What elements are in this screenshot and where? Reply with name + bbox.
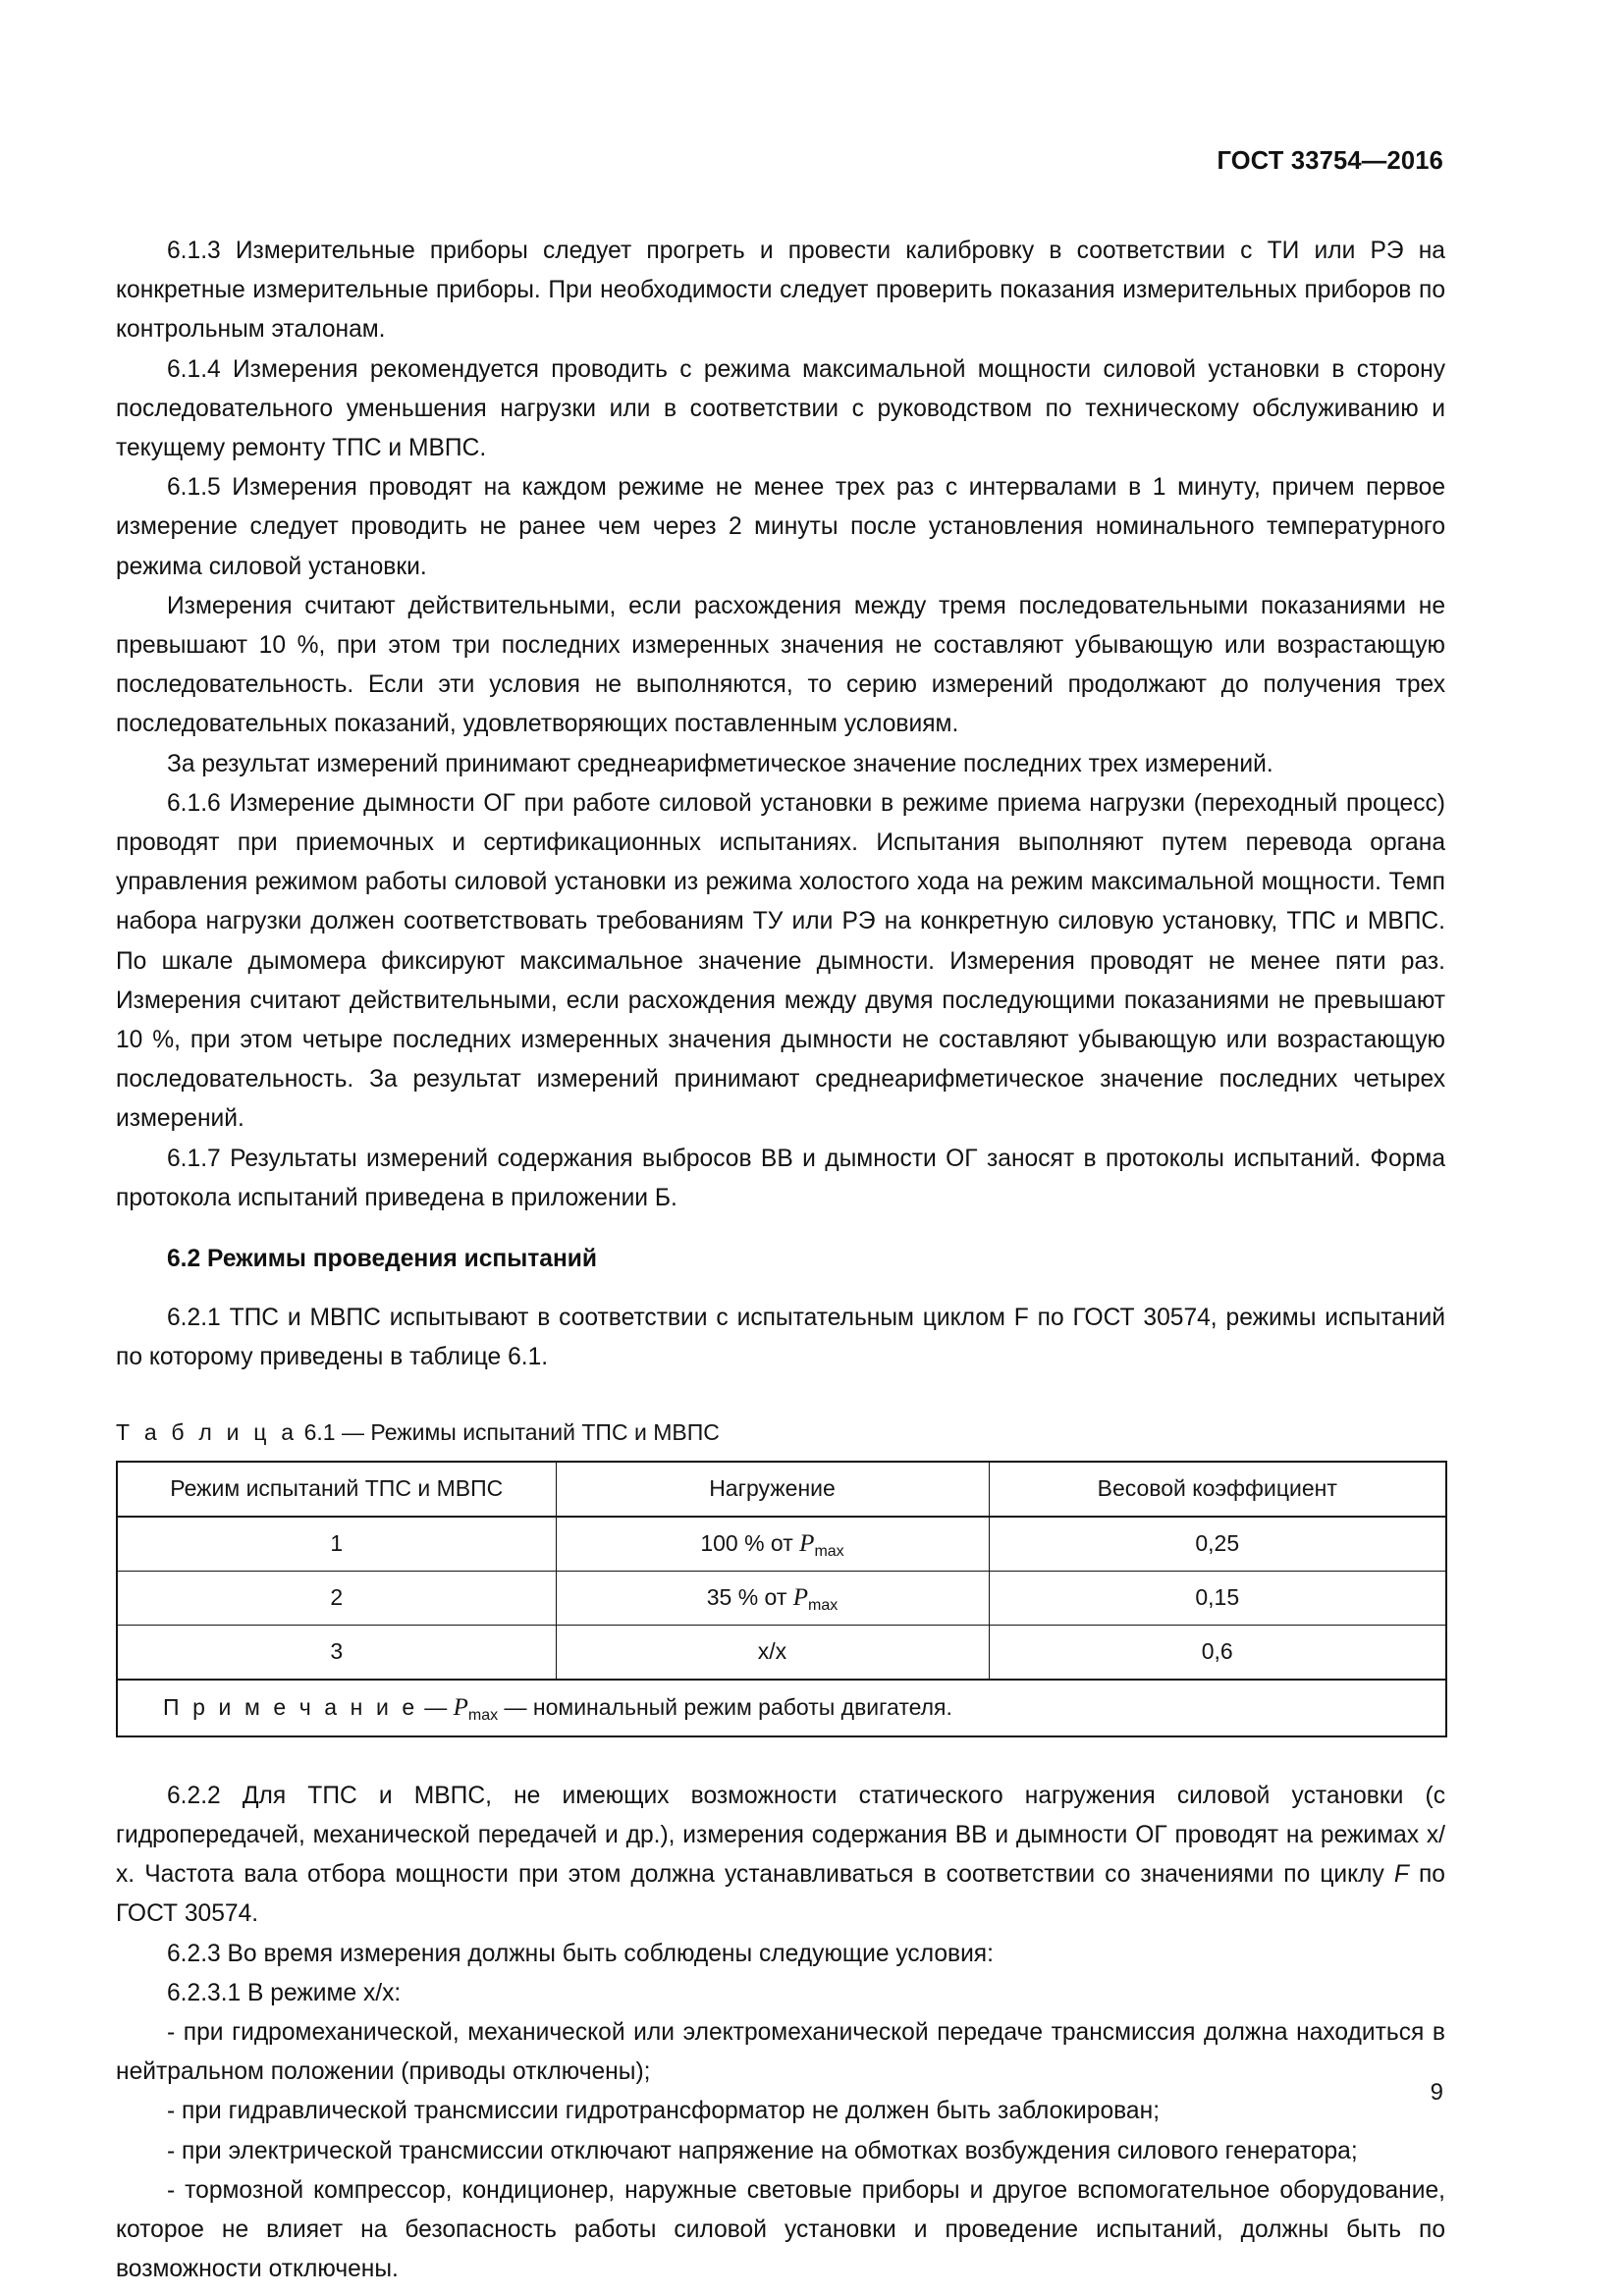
table-row	[117, 1571, 1446, 1625]
paragraph-6-2-2	[116, 1777, 1445, 1935]
paragraph-6-1-4: 6.1.4 Измерения рекомендуется проводить с режима максимальной мощности силовой установки в сторону последовательного уменьшения нагрузки или в соответствии с руководством по техническому обслуживанию и текущему ремонту ТПС и МВПС.	[116, 355, 1445, 462]
paragraph-6-1-3: 6.1.3 Измерительные приборы следует прогреть и провести калибровку в соответствии с ТИ или РЭ на конкретные измерительные приборы. При необходимости следует проверить показания измерительных приборов по контрольным эталонам.	[116, 238, 1445, 344]
bullet-item-4: - тормозной компрессор, кондиционер, наружные световые приборы и другое вспомогательное оборудование, которое не влияет на безопасность работы силовой установки и проведение испытаний, должны быть по возможности отключены.	[116, 2176, 1445, 2283]
cell-weight: 0,15	[989, 1571, 1446, 1625]
paragraph-6-2-3-1: 6.2.3.1 В режиме х/х:	[167, 1979, 402, 2006]
load-variable: $P_{max}$	[799, 1529, 844, 1560]
cell-mode: 2	[117, 1571, 556, 1625]
spacer	[116, 1279, 1445, 1299]
note-label: П р и м е ч а н и е	[163, 1693, 418, 1720]
table-caption-title: Режимы испытаний ТПС и МВПС	[370, 1418, 720, 1445]
paragraph-6-1-6: 6.1.6 Измерение дымности ОГ при работе силовой установки в режиме приема нагрузки (переходный процесс) проводят при приемочных и сертификационных испытаниях. Испытания выполняют путем перевода органа управления режимом работы силовой установки из режима холостого хода на режим максимальной мощности. Темп набора нагрузки должен соответствовать требованиям ТУ или РЭ на конкретную силовую установку, ТПС и МВПС. По шкале дымомера фиксируют максимальное значение дымности. Измерения проводят не менее пяти раз. Измерения считают действительными, если расхождения между двумя последующими показаниями не превышают 10 %, при этом четыре последних измеренных значения дымности не составляют убывающую или возрастающую последовательность. За результат измерений принимают среднеарифметическое значение последних четырех измерений.	[116, 789, 1445, 1133]
paragraph-6-2-2-part1: 6.2.2 Для ТПС и МВПС, не имеющих возможности статического нагружения силовой установки (с гидропередачей, механической передачей и др.), измерения содержания ВВ и дымности ОГ проводят на режимах х/х. Частота вала отбора мощности при этом должна устанавливаться в соответствии со значениями по циклу	[116, 1782, 1445, 1889]
table-header-mode: Режим испытаний ТПС и МВПС	[117, 1462, 556, 1517]
spacer	[116, 1378, 1445, 1415]
cell-weight: 0,25	[989, 1517, 1446, 1572]
bullet-item-3: - при электрической трансмиссии отключают напряжение на обмотках возбуждения силового генератора;	[167, 2137, 1358, 2164]
cycle-symbol: F	[1393, 1861, 1409, 1889]
note-dash-2: —	[504, 1693, 527, 1720]
table-row	[117, 1625, 1446, 1680]
spacer	[116, 1218, 1445, 1240]
table-header-weight: Весовой коэффициент	[989, 1462, 1446, 1517]
document-body	[116, 232, 1445, 2289]
cell-load	[556, 1625, 989, 1680]
paragraph-6-2-2-part2: по ГОСТ 30574.	[116, 1861, 1445, 1928]
cell-load	[556, 1517, 989, 1572]
paragraph-6-2-3: 6.2.3 Во время измерения должны быть соблюдены следующие условия:	[167, 1940, 994, 1967]
standard-id: ГОСТ 33754—2016	[1217, 147, 1443, 175]
table-note	[117, 1680, 1446, 1736]
load-prefix: х/х	[757, 1637, 787, 1664]
modes-table	[116, 1461, 1447, 1737]
cell-mode: 3	[117, 1625, 556, 1680]
spacer	[116, 1737, 1445, 1777]
table-note-row	[117, 1680, 1446, 1736]
table-caption-dash: —	[341, 1418, 364, 1445]
table-caption-label: Т а б л и ц а	[116, 1418, 298, 1445]
table-row	[117, 1517, 1446, 1572]
page-header	[116, 147, 1443, 176]
note-dash-1: —	[424, 1693, 448, 1720]
table-header-load: Нагружение	[556, 1462, 989, 1517]
page-number: 9	[1430, 2079, 1443, 2106]
paragraph-6-2-1: 6.2.1 ТПС и МВПС испытывают в соответствии с испытательным циклом F по ГОСТ 30574, режимы испытаний по которому приведены в таблице 6.1.	[116, 1305, 1445, 1371]
paragraph-6-1-7: 6.1.7 Результаты измерений содержания выбросов ВВ и дымности ОГ заносят в протоколы испытаний. Форма протокола испытаний приведена в приложении Б.	[116, 1145, 1445, 1211]
bullet-item-2: - при гидравлической трансмиссии гидротрансформатор не должен быть заблокирован;	[167, 2098, 1161, 2125]
load-variable: $P_{max}$	[792, 1583, 839, 1614]
cell-mode: 1	[117, 1517, 556, 1572]
paragraph-6-1-5: 6.1.5 Измерения проводят на каждом режиме не менее трех раз с интервалами в 1 минуту, причем первое измерение следует проводить не ранее чем через 2 минуты после установления номинального температурного режима силовой установки.	[116, 474, 1445, 580]
table-header-row	[117, 1462, 1446, 1517]
table-caption	[116, 1415, 1445, 1449]
paragraph-result-three: За результат измерений принимают среднеарифметическое значение последних трех измерений.	[167, 750, 1273, 777]
table-caption-number: 6.1	[303, 1418, 336, 1445]
cell-weight: 0,6	[989, 1625, 1446, 1680]
bullet-item-1: - при гидромеханической, механической или электромеханической передаче трансмиссия должна находиться в нейтральном положении (приводы отключены);	[116, 2018, 1445, 2086]
note-text: номинальный режим работы двигателя.	[532, 1693, 952, 1720]
paragraph-validity: Измерения считают действительными, если расхождения между тремя последовательными показаниями не превышают 10 %, при этом три последних измеренных значения не составляют убывающую или возрастающую последовательность. Если эти условия не выполняются, то серию измерений продолжают до получения трех последовательных показаний, удовлетворяющих поставленным условиям.	[116, 592, 1445, 738]
cell-load	[556, 1571, 989, 1625]
heading-6-2: 6.2 Режимы проведения испытаний	[167, 1246, 598, 1273]
load-prefix: 35 % от	[706, 1583, 793, 1610]
note-variable: $P_{max}$	[453, 1693, 499, 1724]
spacer	[116, 1449, 1445, 1461]
load-prefix: 100 % от	[700, 1529, 800, 1556]
